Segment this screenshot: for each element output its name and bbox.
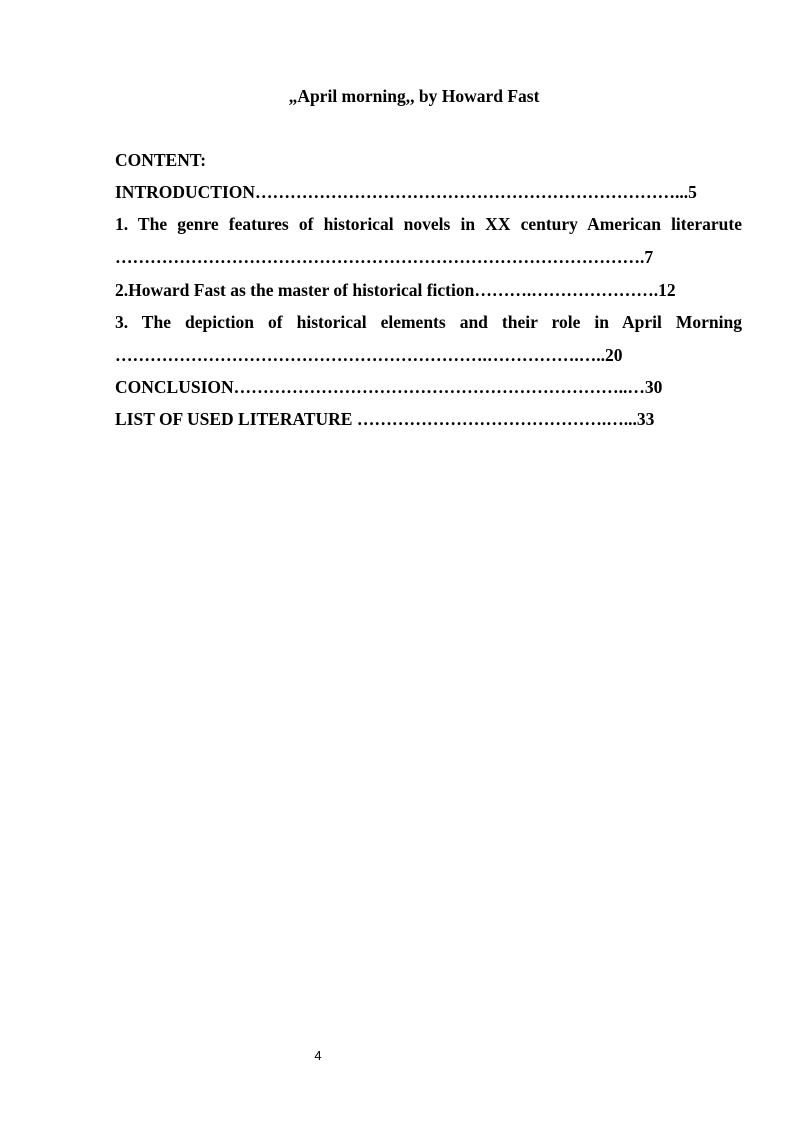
- toc-entry-chapter1-title: 1. The genre features of historical novels in XX century American literarute: [115, 214, 742, 234]
- toc-entry-conclusion: CONCLUSION…………………………………………………………..…30: [115, 377, 663, 397]
- page-number: 4: [314, 1048, 322, 1063]
- toc-entry-chapter1-leader: ……………………………………………………………………………….7: [115, 247, 654, 267]
- toc-entry-literature: LIST OF USED LITERATURE …………………………………….…...33: [115, 409, 655, 429]
- document-title: „April morning,, by Howard Fast: [288, 86, 540, 106]
- content-heading: CONTENT:: [115, 150, 207, 170]
- toc-entry-chapter3-title: 3. The depiction of historical elements and their role in April Morning: [115, 312, 742, 332]
- toc-entry-introduction: INTRODUCTION………………………………………………………………...5: [115, 182, 697, 202]
- toc-entry-chapter2: 2.Howard Fast as the master of historical fiction……….………………….12: [115, 280, 676, 300]
- toc-entry-chapter3-leader: ……………………………………………………….…………….…..20: [115, 345, 623, 365]
